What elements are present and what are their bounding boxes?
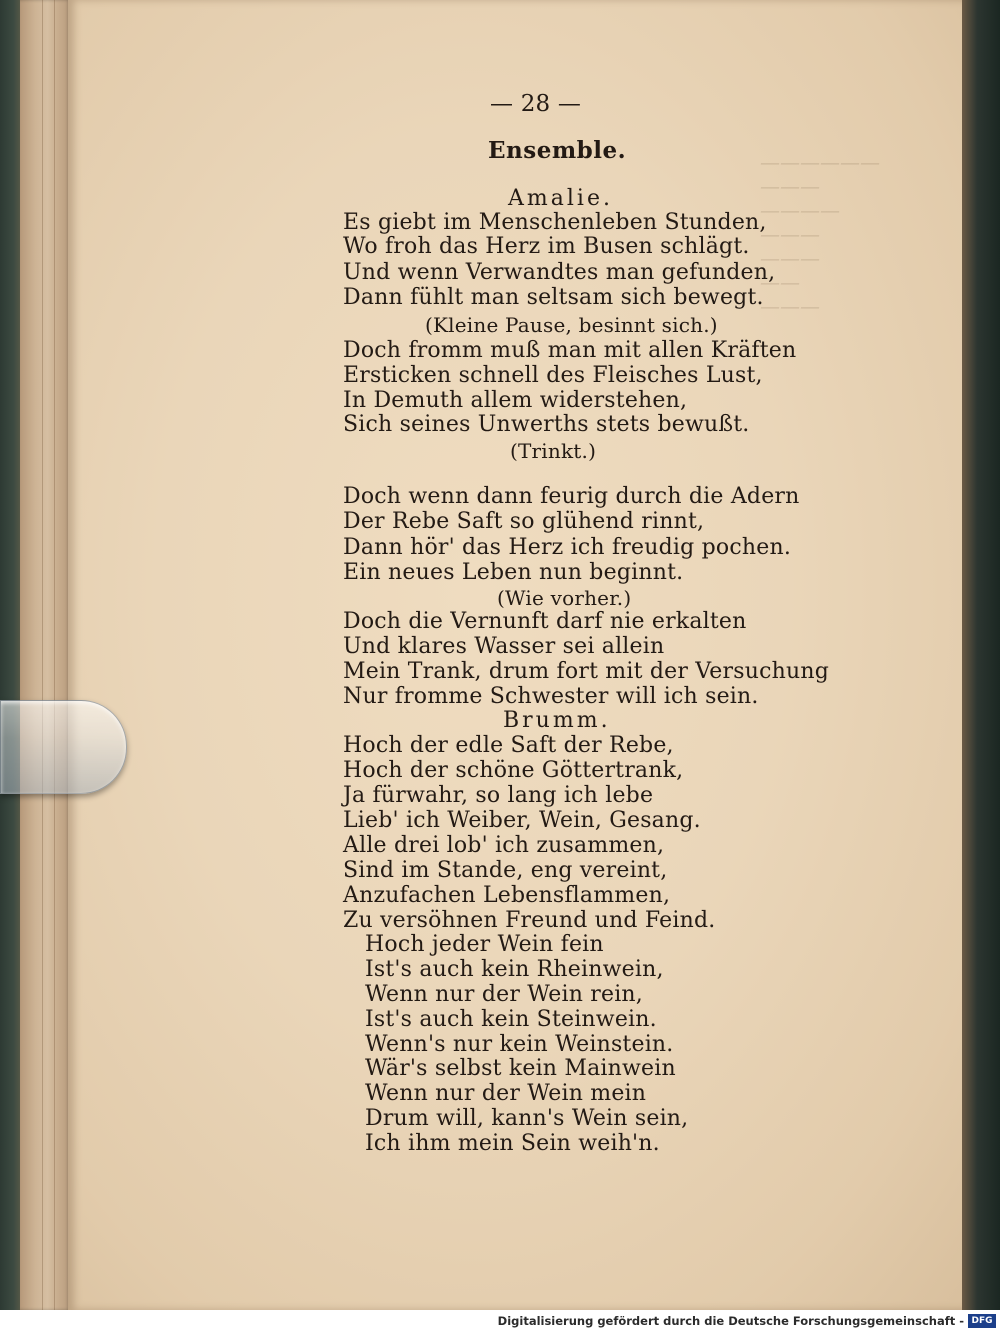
verse-line: Doch fromm muß man mit allen Kräften bbox=[343, 338, 797, 363]
show-through-texture: —————— ——— ———— ——— ——— —— ——— bbox=[760, 150, 880, 318]
stage-direction: (Wie vorher.) bbox=[497, 586, 632, 610]
refrain-line: Wär's selbst kein Mainwein bbox=[365, 1056, 676, 1081]
section-title: Ensemble. bbox=[488, 137, 627, 164]
refrain-line: Ich ihm mein Sein weih'n. bbox=[365, 1131, 660, 1156]
verse-line: Ja fürwahr, so lang ich lebe bbox=[343, 783, 654, 808]
verse-line: Nur fromme Schwester will ich sein. bbox=[343, 684, 759, 709]
refrain-line: Wenn nur der Wein mein bbox=[365, 1081, 647, 1106]
refrain-line: Ist's auch kein Steinwein. bbox=[365, 1007, 657, 1032]
digitization-footer bbox=[0, 1310, 1000, 1332]
verse-line: Hoch der schöne Göttertrank, bbox=[343, 758, 684, 783]
verse-line: Sich seines Unwerths stets bewußt. bbox=[343, 412, 750, 437]
refrain-line: Wenn nur der Wein rein, bbox=[365, 982, 643, 1007]
funding-credit: Digitalisierung gefördert durch die Deutsche Forschungsgemeinschaft - bbox=[497, 1314, 964, 1328]
stage-direction: (Trinkt.) bbox=[510, 439, 597, 463]
verse-line: Ein neues Leben nun beginnt. bbox=[343, 560, 684, 585]
verse-line: Und wenn Verwandtes man gefunden, bbox=[343, 260, 776, 285]
stage-direction: (Kleine Pause, besinnt sich.) bbox=[425, 313, 718, 337]
refrain-line: Drum will, kann's Wein sein, bbox=[365, 1106, 689, 1131]
page-number: — 28 — bbox=[490, 91, 582, 117]
verse-line: Es giebt im Menschenleben Stunden, bbox=[343, 210, 767, 235]
verse-line: Ersticken schnell des Fleisches Lust, bbox=[343, 363, 763, 388]
verse-line: Und klares Wasser sei allein bbox=[343, 634, 665, 659]
refrain-line: Wenn's nur kein Weinstein. bbox=[365, 1032, 674, 1057]
verse-line: Dann hör' das Herz ich freudig pochen. bbox=[343, 535, 792, 560]
refrain-line: Hoch jeder Wein fein bbox=[365, 932, 604, 957]
verse-line: Doch wenn dann feurig durch die Adern bbox=[343, 484, 800, 509]
refrain-line: Ist's auch kein Rheinwein, bbox=[365, 957, 664, 982]
verse-line: Hoch der edle Saft der Rebe, bbox=[343, 733, 674, 758]
verse-line: Doch die Vernunft darf nie erkalten bbox=[343, 609, 747, 634]
verse-line: Sind im Stande, eng vereint, bbox=[343, 858, 668, 883]
speaker-name: Brumm. bbox=[503, 708, 611, 733]
verse-line: Anzufachen Lebensflammen, bbox=[343, 883, 671, 908]
dfg-logo: DFG bbox=[968, 1314, 996, 1328]
verse-line: Der Rebe Saft so glühend rinnt, bbox=[343, 509, 705, 534]
verse-line: Alle drei lob' ich zusammen, bbox=[343, 833, 665, 858]
verse-line: Wo froh das Herz im Busen schlägt. bbox=[343, 234, 750, 259]
verse-line: Dann fühlt man seltsam sich bewegt. bbox=[343, 285, 764, 310]
verse-line: In Demuth allem widerstehen, bbox=[343, 388, 688, 413]
verse-line: Zu versöhnen Freund und Feind. bbox=[343, 908, 716, 933]
verse-line: Mein Trank, drum fort mit der Versuchung bbox=[343, 659, 830, 684]
speaker-name: Amalie. bbox=[508, 186, 613, 211]
verse-line: Lieb' ich Weiber, Wein, Gesang. bbox=[343, 808, 701, 833]
